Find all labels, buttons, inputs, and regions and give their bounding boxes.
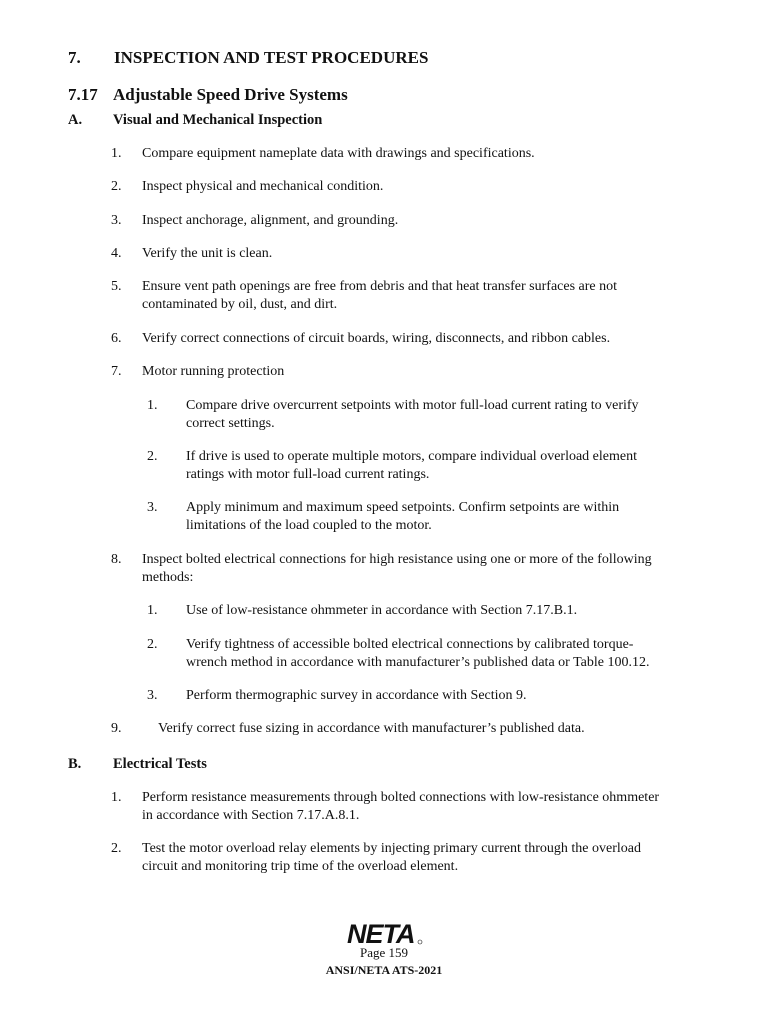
standard-name: ANSI/NETA ATS-2021 bbox=[325, 963, 443, 977]
item-text bbox=[186, 636, 706, 672]
item-text bbox=[142, 278, 702, 314]
item-number: 1. bbox=[111, 790, 122, 805]
subsection-number: 7.17 bbox=[68, 85, 98, 104]
item-text-line: circuit and monitoring trip time of the overload element. bbox=[142, 859, 459, 874]
item-number: 7. bbox=[111, 364, 122, 379]
item-text bbox=[186, 499, 706, 535]
part-a-heading bbox=[68, 111, 322, 129]
part-b-heading bbox=[68, 755, 207, 773]
page-number: Page 159 bbox=[359, 945, 409, 960]
item-text-line: methods: bbox=[142, 570, 194, 585]
item-text: Perform thermographic survey in accordance with Section 9. bbox=[186, 688, 527, 703]
subsection-heading bbox=[68, 84, 348, 106]
registered-mark-icon bbox=[418, 940, 422, 944]
part-b-title: Electrical Tests bbox=[113, 756, 207, 772]
item-text bbox=[186, 397, 706, 433]
item-number: 2. bbox=[111, 841, 122, 856]
item-text-line: limitations of the load coupled to the motor. bbox=[186, 518, 432, 533]
neta-logo bbox=[347, 921, 423, 947]
item-text-line: contaminated by oil, dust, and dirt. bbox=[142, 297, 338, 312]
item-text-line: Test the motor overload relay elements by injecting primary current through the overload bbox=[142, 841, 641, 856]
item-number: 3. bbox=[111, 213, 122, 228]
item-text: Verify correct connections of circuit boards, wiring, disconnects, and ribbon cables. bbox=[142, 331, 611, 346]
item-number: 3. bbox=[147, 500, 158, 515]
item-number: 3. bbox=[147, 688, 158, 703]
item-number: 6. bbox=[111, 331, 122, 346]
item-number: 4. bbox=[111, 246, 122, 261]
section-number: 7. bbox=[68, 48, 81, 67]
item-number: 1. bbox=[147, 603, 158, 618]
item-number: 2. bbox=[147, 637, 158, 652]
item-text-line: Compare drive overcurrent setpoints with motor full-load current rating to verify bbox=[186, 398, 639, 413]
subsection-title: Adjustable Speed Drive Systems bbox=[113, 85, 348, 104]
item-text-line: ratings with motor full-load current ratings. bbox=[186, 467, 430, 482]
part-b-letter: B. bbox=[68, 756, 82, 772]
item-text: Verify the unit is clean. bbox=[142, 246, 273, 261]
item-text-line: correct settings. bbox=[186, 416, 275, 431]
item-number: 1. bbox=[111, 146, 122, 161]
item-text bbox=[142, 789, 702, 825]
section-title: INSPECTION AND TEST PROCEDURES bbox=[114, 48, 429, 67]
item-text-line: Perform resistance measurements through bolted connections with low-resistance ohmmeter bbox=[142, 790, 660, 805]
item-number: 8. bbox=[111, 552, 122, 567]
item-number: 1. bbox=[147, 398, 158, 413]
item-number: 2. bbox=[147, 449, 158, 464]
item-text: Use of low-resistance ohmmeter in accordance with Section 7.17.B.1. bbox=[186, 603, 578, 618]
item-text-line: Verify tightness of accessible bolted electrical connections by calibrated torque- bbox=[186, 637, 634, 652]
item-text-line: in accordance with Section 7.17.A.8.1. bbox=[142, 808, 360, 823]
item-number: 2. bbox=[111, 179, 122, 194]
item-text bbox=[186, 448, 706, 484]
item-text-line: Inspect bolted electrical connections for high resistance using one or more of the following bbox=[142, 552, 652, 567]
item-text bbox=[142, 840, 702, 876]
part-a-letter: A. bbox=[68, 112, 83, 128]
neta-logo-text: NETA bbox=[347, 921, 415, 947]
item-number: 9. bbox=[111, 721, 122, 736]
item-text: Inspect anchorage, alignment, and grounding. bbox=[142, 213, 399, 228]
item-text: Compare equipment nameplate data with drawings and specifications. bbox=[142, 146, 535, 161]
item-text-line: Ensure vent path openings are free from debris and that heat transfer surfaces are not bbox=[142, 279, 618, 294]
part-a-title: Visual and Mechanical Inspection bbox=[113, 112, 323, 128]
item-text: Motor running protection bbox=[142, 364, 285, 379]
item-text: Verify correct fuse sizing in accordance with manufacturer’s published data. bbox=[158, 721, 585, 736]
item-number: 5. bbox=[111, 279, 122, 294]
item-text bbox=[142, 551, 702, 587]
item-text-line: wrench method in accordance with manufacturer’s published data or Table 100.12. bbox=[186, 655, 650, 670]
item-text: Inspect physical and mechanical condition. bbox=[142, 179, 384, 194]
section-heading bbox=[68, 47, 428, 69]
item-text-line: If drive is used to operate multiple motors, compare individual overload element bbox=[186, 449, 637, 464]
item-text-line: Apply minimum and maximum speed setpoints. Confirm setpoints are within bbox=[186, 500, 620, 515]
